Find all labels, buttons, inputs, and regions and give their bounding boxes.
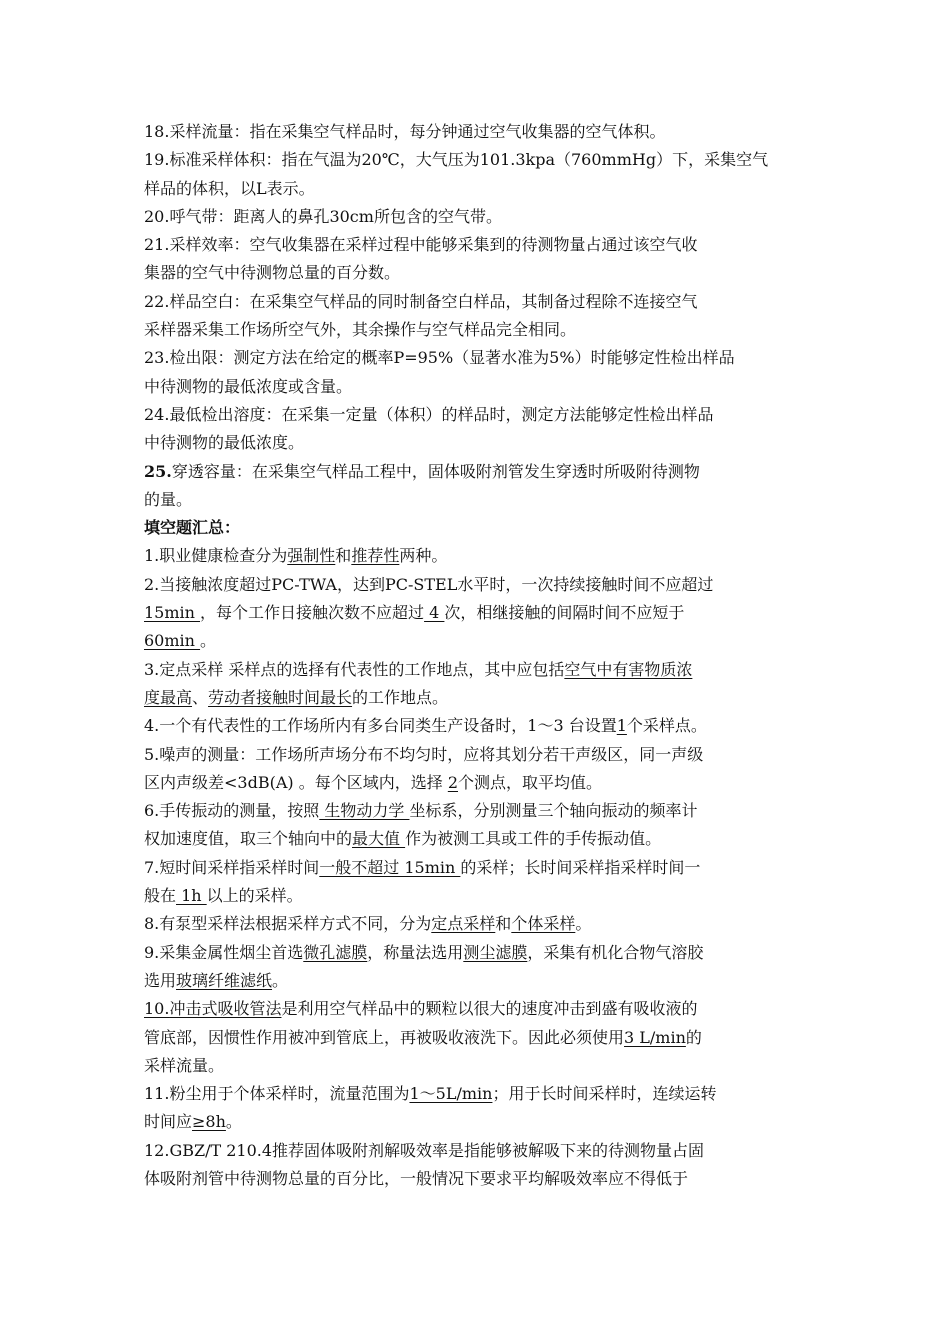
text-line [144,259,830,287]
text-line [144,429,830,457]
text-line [144,1080,830,1108]
text-line [144,797,830,825]
underlined-answer: ≥8h [192,1112,226,1132]
text-line [144,571,830,599]
underlined-answer: 60min [144,631,201,651]
underlined-answer: 强制性 [287,546,336,566]
underlined-answer: 玻璃纤维滤纸 [176,970,273,990]
text-segment: 5.噪声的测量：工作场所声场分布不均匀时，应将其划分若干声级区，同一声级 [144,744,704,764]
text-line [144,1137,830,1165]
text-line [144,175,830,203]
text-segment: ，称量法选用 [367,942,464,962]
text-segment: 21.采样效率：空气收集器在采样过程中能够采集到的待测物量占通过该空气收 [144,235,698,255]
underlined-answer: 冲击式吸收管法 [169,999,282,1019]
text-segment: 采样器采集工作场所空气外，其余操作与空气样品完全相同。 [144,320,577,340]
text-segment: 6.手传振动的测量，按照 [144,801,320,821]
underlined-answer: 1～5L/min [409,1084,493,1104]
text-line [144,1165,830,1193]
underlined-answer: 10. [144,999,170,1019]
underlined-answer: 4 [424,603,445,623]
text-segment: 2.当接触浓度超过PC-TWA，达到PC-STEL水平时，一次持续接触时间不应超过 [144,574,714,594]
text-segment: 作为被测工具或工件的手传振动值。 [405,829,662,849]
text-segment: 集器的空气中待测物总量的百分数。 [144,263,401,283]
text-line [144,316,830,344]
text-line [144,401,830,429]
text-line [144,231,830,259]
text-segment: 选用 [144,970,177,990]
underlined-answer: 劳动者接触时间最长 [208,687,353,707]
text-line [144,344,830,372]
underlined-answer: 生物动力学 [319,801,410,821]
text-segment: 的采样；长时间采样指采样时间一 [460,857,701,877]
text-segment: 9.采集金属性烟尘首选 [144,942,304,962]
underlined-answer: 一般不超过 15min [319,857,461,877]
text-segment: 采样流量。 [144,1055,225,1075]
text-line [144,486,830,514]
text-segment: 1.职业健康检查分为 [144,546,288,566]
text-segment: 样品的体积，以L表示。 [144,178,315,198]
text-line [144,599,830,627]
text-segment: 穿透容量：在采集空气样品工程中，固体吸附剂管发生穿透时所吸附待测物 [171,461,700,481]
text-line [144,1024,830,1052]
text-segment: 和 [495,914,512,934]
text-line [144,627,830,655]
text-line [144,1108,830,1136]
text-segment: 坐标系，分别测量三个轴向振动的频率计 [409,801,698,821]
text-segment: 8.有泵型采样法根据采样方式不同，分为 [144,914,432,934]
text-line [144,118,830,146]
text-line [144,825,830,853]
bold-text: 填空题汇总： [144,518,241,538]
text-segment: 18.采样流量：指在采集空气样品时，每分钟通过空气收集器的空气体积。 [144,122,666,141]
text-segment: 体吸附剂管中待测物总量的百分比，一般情况下要求平均解吸效率应不得低于 [144,1168,689,1188]
underlined-answer: 最大值 [352,829,406,849]
text-line [144,203,830,231]
text-segment: 区内声级差<3dB(A) 。每个区域内，选择 [144,772,448,792]
underlined-answer: 个体采样 [511,914,576,934]
text-segment: 11.粉尘用于个体采样时，流量范围为 [144,1084,410,1104]
text-segment: 般在 [144,886,177,906]
text-segment: 19.标准采样体积：指在气温为20℃，大气压为101.3kpa（760mmHg）下，采集空气 [144,150,769,170]
text-segment: 的 [685,1027,702,1047]
text-segment: 7.短时间采样指采样时间 [144,857,320,877]
text-segment: 以上的采样。 [206,886,303,906]
text-line [144,514,830,542]
underlined-answer: 微孔滤膜 [303,942,368,962]
text-line [144,910,830,938]
text-line [144,769,830,797]
text-segment: 。 [200,631,217,651]
text-segment: 管底部，因惯性作用被冲到管底上，再被吸收液洗下。因此必须使用 [144,1027,625,1047]
text-segment: 两种。 [399,546,448,566]
text-segment: 是利用空气样品中的颗粒以很大的速度冲击到盛有吸收液的 [281,999,698,1019]
text-line [144,288,830,316]
text-segment: 个测点，取平均值。 [458,772,603,792]
text-segment: 的工作地点。 [352,687,449,707]
text-segment: 4.一个有代表性的工作场所内有多台同类生产设备时，1～3 台设置 [144,716,617,736]
underlined-answer: 1 [616,716,627,736]
text-line [144,741,830,769]
text-segment: 次，相继接触的间隔时间不应短于 [444,603,685,623]
text-segment: 、 [192,687,209,707]
text-segment: 24.最低检出溶度：在采集一定量（体积）的样品时，测定方法能够定性检出样品 [144,404,714,424]
text-segment: 时间应 [144,1112,193,1132]
text-line [144,146,830,174]
bold-text: 25. [144,461,172,481]
underlined-answer: 1h [176,886,207,906]
text-line [144,458,830,486]
underlined-answer: 度最高 [144,687,193,707]
text-segment: 12.GBZ/T 210.4推荐固体吸附剂解吸效率是指能够被解吸下来的待测物量占固 [144,1140,705,1160]
text-line [144,967,830,995]
text-segment: 中待测物的最低浓度或含量。 [144,376,353,396]
text-segment: 和 [335,546,352,566]
underlined-answer: 2 [447,772,458,792]
text-segment: ；用于长时间采样时，连续运转 [492,1084,717,1104]
text-segment: 22.样品空白：在采集空气样品的同时制备空白样品，其制备过程除不连接空气 [144,291,698,311]
text-line [144,882,830,910]
text-segment: ，采集有机化合物气溶胶 [527,942,704,962]
underlined-answer: 定点采样 [431,914,496,934]
underlined-answer: 推荐性 [351,546,400,566]
text-line [144,542,830,570]
text-line [144,1052,830,1080]
text-segment: 20.呼气带：距离人的鼻孔30cm所包含的空气带。 [144,206,502,226]
text-line [144,712,830,740]
underlined-answer: 3 L/min [624,1027,686,1047]
underlined-answer: 测尘滤膜 [463,942,528,962]
text-segment: 中待测物的最低浓度。 [144,433,305,453]
underlined-answer: 空气中有害物质浓 [564,659,693,679]
text-segment: 。 [225,1112,242,1132]
document-body [144,118,830,1193]
text-line [144,656,830,684]
text-segment: 3.定点采样 采样点的选择有代表性的工作地点，其中应包括 [144,659,565,679]
text-segment: 23.检出限：测定方法在给定的概率P=95%（显著水准为5%）时能够定性检出样品 [144,348,735,368]
text-line [144,373,830,401]
text-segment: 权加速度值，取三个轴向中的 [144,829,353,849]
text-line [144,995,830,1023]
text-segment: ，每个工作日接触次数不应超过 [200,603,425,623]
text-segment: 个采样点。 [626,716,707,736]
text-line [144,854,830,882]
underlined-answer: 15min [144,603,201,623]
text-segment: 。 [575,914,592,934]
text-line [144,684,830,712]
text-line [144,939,830,967]
text-segment: 的量。 [144,489,193,509]
text-segment: 。 [272,970,289,990]
